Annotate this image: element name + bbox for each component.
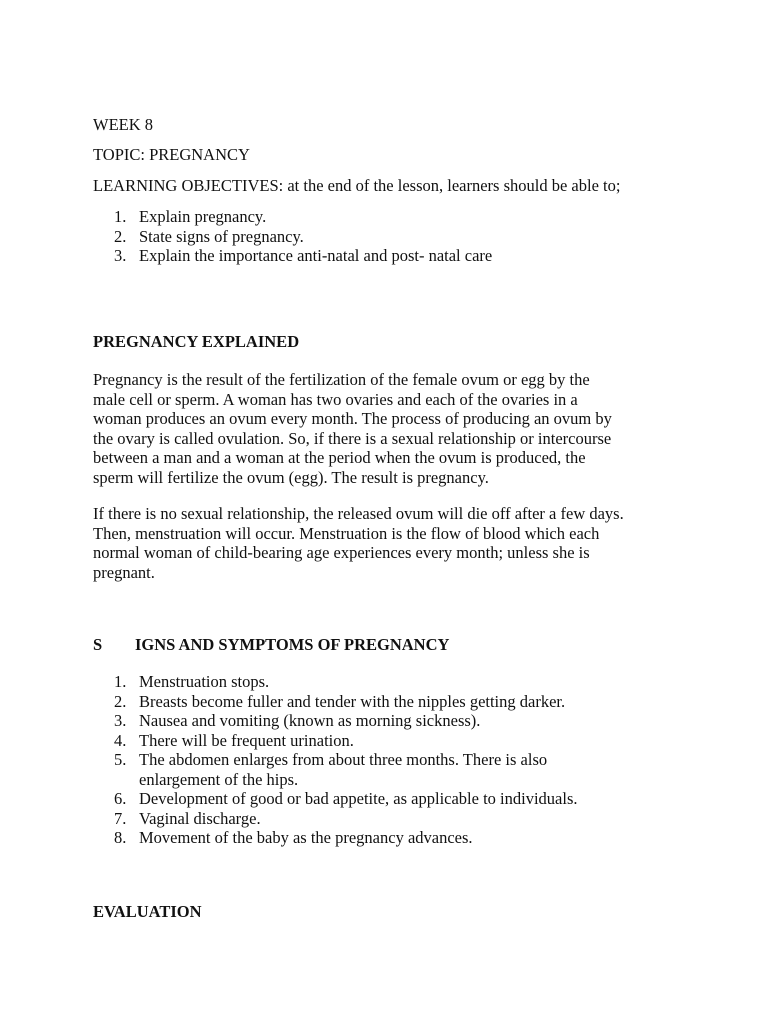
paragraph-line: Then, menstruation will occur. Menstruation is the flow of blood which each xyxy=(93,523,600,543)
list-number: 3. xyxy=(114,246,127,265)
list-number: 3. xyxy=(114,711,127,730)
list-text: Vaginal discharge. xyxy=(139,808,261,828)
list-number: 5. xyxy=(114,750,127,769)
list-item xyxy=(93,207,693,227)
list-number: 4. xyxy=(114,730,127,750)
list-text: Explain pregnancy. xyxy=(139,207,267,226)
list-number: 2. xyxy=(114,226,127,246)
list-number: 2. xyxy=(114,691,127,711)
list-text: Explain the importance anti-natal and post- natal care xyxy=(139,246,493,265)
list-text: Menstruation stops. xyxy=(139,672,270,691)
paragraph-line: woman produces an ovum every month. The process of producing an ovum by xyxy=(93,409,612,428)
list-item xyxy=(93,711,693,731)
paragraph-line: between a man and a woman at the period when the ovum is produced, the xyxy=(93,448,586,467)
list-text: Development of good or bad appetite, as applicable to individuals. xyxy=(139,789,578,808)
paragraph-line: the ovary is called ovulation. So, if there is a sexual relationship or intercourse xyxy=(93,428,612,448)
list-text: There will be frequent urination. xyxy=(139,730,354,750)
list-number: 8. xyxy=(114,828,127,847)
list-number: 1. xyxy=(114,672,127,691)
section-heading-evaluation: EVALUATION xyxy=(93,902,202,921)
list-item xyxy=(93,692,693,712)
objectives-list xyxy=(93,207,693,266)
list-number: 6. xyxy=(114,789,127,808)
list-item xyxy=(93,227,693,247)
list-number: 1. xyxy=(114,207,127,226)
list-item xyxy=(93,246,693,266)
topic-label: TOPIC: PREGNANCY xyxy=(93,145,250,164)
list-item xyxy=(93,672,693,692)
paragraph-line: normal woman of child-bearing age experiences every month; unless she is xyxy=(93,543,590,562)
list-number: 7. xyxy=(114,808,127,828)
list-text: State signs of pregnancy. xyxy=(139,226,304,246)
list-item xyxy=(93,809,693,829)
week-label: WEEK 8 xyxy=(93,115,154,134)
list-item xyxy=(93,750,693,789)
section-heading-signs-initial: S xyxy=(93,635,103,654)
paragraph-line: Pregnancy is the result of the fertilization of the female ovum or egg by the xyxy=(93,370,590,389)
paragraph-line: pregnant. xyxy=(93,562,155,582)
paragraph-line: If there is no sexual relationship, the released ovum will die off after a few days. xyxy=(93,504,624,523)
section-heading-pregnancy-explained: PREGNANCY EXPLAINED xyxy=(93,332,300,351)
list-text: Breasts become fuller and tender with the nipples getting darker. xyxy=(139,691,566,711)
list-item xyxy=(93,828,693,848)
list-text: The abdomen enlarges from about three months. There is also xyxy=(139,750,548,769)
paragraph-menstruation xyxy=(93,504,683,582)
list-text: Movement of the baby as the pregnancy advances. xyxy=(139,828,473,847)
list-item xyxy=(93,731,693,751)
list-item xyxy=(93,789,693,809)
list-text: Nausea and vomiting (known as morning sickness). xyxy=(139,711,481,730)
signs-list xyxy=(93,672,693,848)
paragraph-pregnancy-definition xyxy=(93,370,683,487)
paragraph-line: sperm will fertilize the ovum (egg). The result is pregnancy. xyxy=(93,467,489,487)
section-heading-signs-symptoms: IGNS AND SYMPTOMS OF PREGNANCY xyxy=(135,635,450,654)
objectives-intro: LEARNING OBJECTIVES: at the end of the lesson, learners should be able to; xyxy=(93,176,621,195)
list-text: enlargement of the hips. xyxy=(139,769,299,789)
paragraph-line: male cell or sperm. A woman has two ovaries and each of the ovaries in a xyxy=(93,389,578,409)
